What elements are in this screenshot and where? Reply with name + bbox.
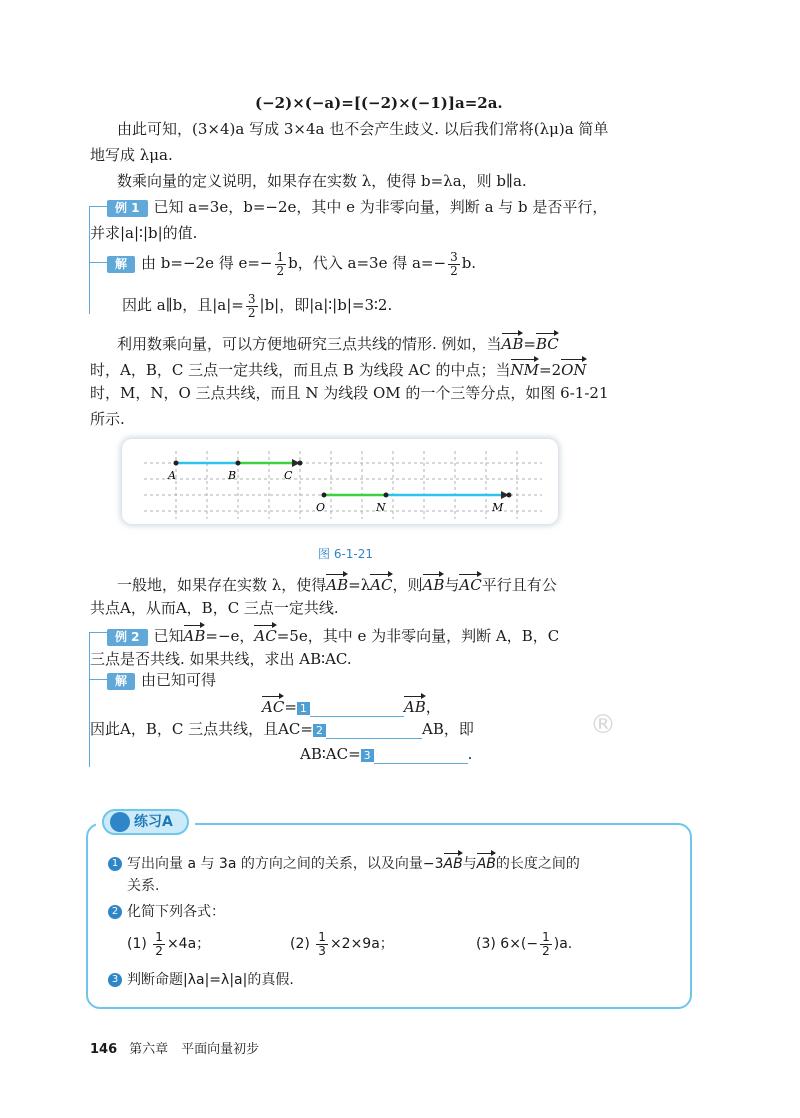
registered-watermark: ® bbox=[590, 710, 616, 740]
blank-1-marker: 1 bbox=[297, 702, 310, 715]
solution-1-line-1: 解 由 b=−2e 得 e=− $\frac{1}{2}$ b，代入 a=3e 得 a=− $\frac{3}{2}$ b. bbox=[107, 249, 476, 278]
example-1-stub bbox=[89, 206, 107, 207]
example-2-line-1: 例 2 已知AB=−e，AC=5e，其中 e 为非零向量，判断 A，B，C bbox=[107, 623, 559, 646]
exercise-q2-item-1: (1) $\frac{1}{2}$ ×4a； bbox=[127, 929, 211, 958]
point-n bbox=[384, 493, 389, 498]
paragraph-3-line-1: 利用数乘向量，可以方便地研究三点共线的情形. 例如，当AB=BC bbox=[117, 331, 559, 354]
paragraph-1-line-2: 地写成 λμa. bbox=[90, 146, 173, 164]
exercise-a-title: 练习A bbox=[134, 814, 173, 830]
paragraph-1-line-1: 由此可知，(3×4)a 写成 3×4a 也不会产生歧义. 以后我们常将(λμ)a 简单 bbox=[117, 120, 609, 138]
solution-2-stub bbox=[89, 679, 107, 680]
vector-ab: AB bbox=[502, 331, 524, 354]
point-m bbox=[507, 493, 512, 498]
page-number: 146 bbox=[90, 1042, 118, 1057]
solution-1-stub bbox=[89, 262, 107, 263]
solution-2-tag: 解 bbox=[107, 673, 135, 690]
fraction: $\frac{3}{2}$ bbox=[247, 291, 256, 320]
figure-caption: 图 6-1-21 bbox=[318, 547, 374, 561]
fraction: $\frac{1}{2}$ bbox=[155, 929, 163, 958]
label-c: C bbox=[284, 469, 293, 482]
fraction: $\frac{3}{2}$ bbox=[450, 249, 458, 278]
pencil-icon bbox=[110, 812, 130, 832]
vector-bc: BC bbox=[536, 331, 559, 354]
paragraph-3-line-4: 所示. bbox=[90, 410, 125, 428]
label-a: A bbox=[168, 469, 176, 482]
point-b bbox=[236, 461, 241, 466]
example-1-tag: 例 1 bbox=[107, 200, 148, 217]
exercise-q3: 3 判断命题|λa|=λ|a|的真假. bbox=[108, 970, 294, 990]
solution-1-tag: 解 bbox=[107, 256, 135, 273]
example-2-line-2: 三点是否共线. 如果共线，求出 AB∶AC. bbox=[90, 650, 352, 668]
exercise-q1-line-2: 关系. bbox=[127, 878, 160, 894]
blank-2-marker: 2 bbox=[313, 724, 326, 737]
question-number-1: 1 bbox=[108, 857, 122, 871]
blank-2[interactable] bbox=[326, 738, 422, 739]
solution-2-line-1: 解 由已知可得 bbox=[107, 670, 216, 690]
page-footer bbox=[90, 1038, 259, 1057]
point-c bbox=[298, 461, 303, 466]
point-a bbox=[174, 461, 179, 466]
exercise-q2-item-2: (2) $\frac{1}{3}$ ×2×9a； bbox=[290, 929, 394, 958]
chapter-title: 第六章 平面向量初步 bbox=[129, 1042, 260, 1057]
label-b: B bbox=[228, 469, 237, 482]
fraction: $\frac{1}{2}$ bbox=[276, 249, 285, 278]
label-n: N bbox=[376, 501, 386, 514]
paragraph-3-line-2: 时，A，B，C 三点一定共线，而且点 B 为线段 AC 的中点；当NM=2ON bbox=[90, 357, 587, 380]
label-m: M bbox=[492, 501, 504, 514]
paragraph-2: 数乘向量的定义说明，如果存在实数 λ，使得 b=λa，则 b∥a. bbox=[117, 172, 527, 190]
blank-3[interactable] bbox=[374, 763, 468, 764]
question-number-3: 3 bbox=[108, 973, 122, 987]
example-2-stub bbox=[89, 632, 107, 633]
example-1-line-1 bbox=[107, 197, 607, 217]
example-1-text-1: 已知 a=3e，b=−2e，其中 e 为非零向量，判断 a 与 b 是否平行， bbox=[153, 198, 608, 216]
blank-1[interactable] bbox=[310, 716, 404, 717]
vector-nm: NM bbox=[511, 357, 539, 380]
fraction: $\frac{1}{2}$ bbox=[542, 929, 550, 958]
paragraph-4-line-1: 一般地，如果存在实数 λ，使得AB=λAC，则AB与AC平行且有公 bbox=[117, 572, 557, 595]
exercise-a-header bbox=[96, 808, 195, 836]
exercise-q2: 2 化简下列各式： bbox=[108, 902, 225, 922]
figure-6-1-21 bbox=[122, 439, 558, 524]
solution-2-line-3: 因此A，B，C 三点共线，且AC= 2 AB，即 bbox=[90, 720, 474, 738]
fraction: $\frac{1}{3}$ bbox=[318, 929, 326, 958]
exercise-q1-line-1: 1 写出向量 a 与 3a 的方向之间的关系，以及向量−3AB与AB的长度之间的 bbox=[108, 851, 580, 874]
example-2-tag: 例 2 bbox=[107, 629, 148, 646]
question-number-2: 2 bbox=[108, 905, 122, 919]
paragraph-4-line-2: 共点A，从而A，B，C 三点一定共线. bbox=[90, 599, 339, 617]
point-o bbox=[322, 493, 327, 498]
collinear-points-diagram bbox=[122, 439, 558, 524]
blank-3-marker: 3 bbox=[361, 749, 374, 762]
solution-1-line-2: 因此 a∥b，且|a|= $\frac{3}{2}$ |b|，即|a|∶|b|=3∶2. bbox=[122, 291, 393, 320]
equation-top: (−2)×(−a)=[(−2)×(−1)]a=2a. bbox=[255, 94, 503, 112]
example-1-line-2: 并求|a|∶|b|的值. bbox=[90, 224, 198, 242]
exercise-q2-item-3: (3) 6×(− $\frac{1}{2}$ )a. bbox=[476, 929, 573, 958]
label-o: O bbox=[316, 501, 326, 514]
solution-2-line-2: AC= 1 AB， bbox=[262, 694, 441, 717]
vector-on: ON bbox=[561, 357, 586, 380]
grid bbox=[144, 451, 542, 519]
solution-2-line-4: AB∶AC= 3 . bbox=[300, 745, 473, 763]
paragraph-3-line-3: 时，M，N，O 三点共线，而且 N 为线段 OM 的一个三等分点，如图 6-1-21 bbox=[90, 384, 609, 402]
exercise-a-pill bbox=[102, 809, 189, 835]
